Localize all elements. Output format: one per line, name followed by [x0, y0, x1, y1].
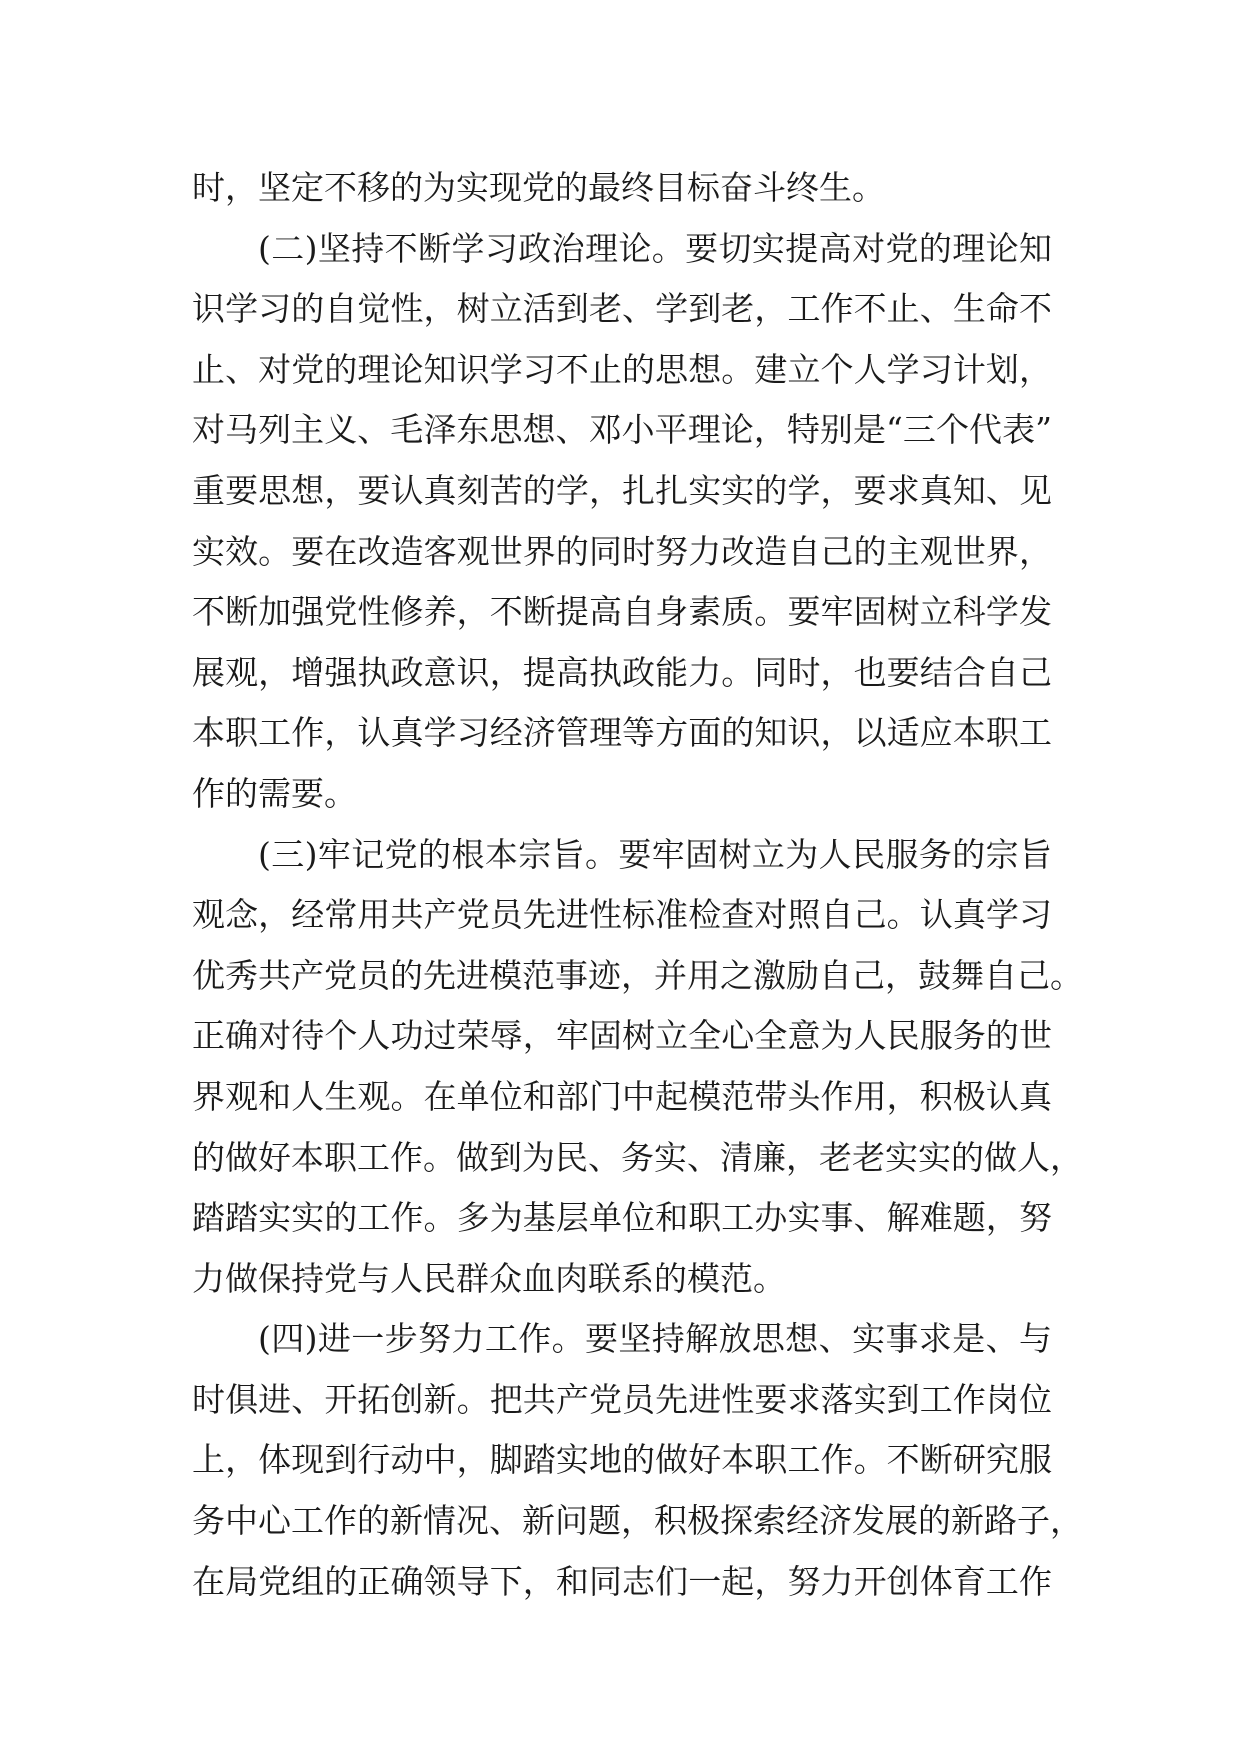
section-3-line: 的做好本职工作。做到为民、务实、清廉，老老实实的做人， [192, 1137, 1083, 1177]
section-3-line: 界观和人生观。在单位和部门中起模范带头作用，积极认真 [192, 1076, 1052, 1116]
section-2-line: 识学习的自觉性，树立活到老、学到老，工作不止、生命不 [192, 289, 1052, 329]
section-3-heading-line: (三)牢记党的根本宗旨。要牢固树立为人民服务的宗旨 [258, 834, 1052, 874]
section-3-line: 正确对待个人功过荣辱，牢固树立全心全意为人民服务的世 [192, 1016, 1052, 1056]
section-4-line: 时俱进、开拓创新。把共产党员先进性要求落实到工作岗位 [192, 1379, 1052, 1419]
section-3-line: 优秀共产党员的先进模范事迹，并用之激励自己，鼓舞自己。 [192, 955, 1083, 995]
paragraph-continuation-line: 时，坚定不移的为实现党的最终目标奋斗终生。 [192, 168, 885, 207]
section-3-last-line: 力做保持党与人民群众血肉联系的模范。 [192, 1258, 786, 1298]
section-2-line: 展观，增强执政意识，提高执政能力。同时，也要结合自己 [192, 652, 1052, 692]
section-4-line: 务中心工作的新情况、新问题，积极探索经济发展的新路子， [192, 1501, 1083, 1541]
section-4-heading-line: (四)进一步努力工作。要坚持解放思想、实事求是、与 [258, 1319, 1052, 1359]
section-3-line: 观念，经常用共产党员先进性标准检查对照自己。认真学习 [192, 895, 1052, 935]
section-2-heading-line: (二)坚持不断学习政治理论。要切实提高对党的理论知 [258, 228, 1052, 268]
section-2-line: 实效。要在改造客观世界的同时努力改造自己的主观世界， [192, 531, 1052, 571]
section-2-line: 不断加强党性修养，不断提高自身素质。要牢固树立科学发 [192, 592, 1052, 632]
section-2-line: 对马列主义、毛泽东思想、邓小平理论，特别是“三个代表” [192, 410, 1052, 450]
section-2-line: 止、对党的理论知识学习不止的思想。建立个人学习计划， [192, 349, 1052, 389]
section-4-line: 在局党组的正确领导下，和同志们一起，努力开创体育工作 [192, 1561, 1052, 1601]
body-text [192, 158, 1083, 1612]
section-2-line: 本职工作，认真学习经济管理等方面的知识，以适应本职工 [192, 713, 1052, 753]
section-2-line: 重要思想，要认真刻苦的学，扎扎实实的学，要求真知、见 [192, 470, 1052, 510]
section-3-line: 踏踏实实的工作。多为基层单位和职工办实事、解难题，努 [192, 1198, 1052, 1238]
section-4-line: 上，体现到行动中，脚踏实地的做好本职工作。不断研究服 [192, 1440, 1052, 1480]
section-2-last-line: 作的需要。 [192, 773, 357, 813]
